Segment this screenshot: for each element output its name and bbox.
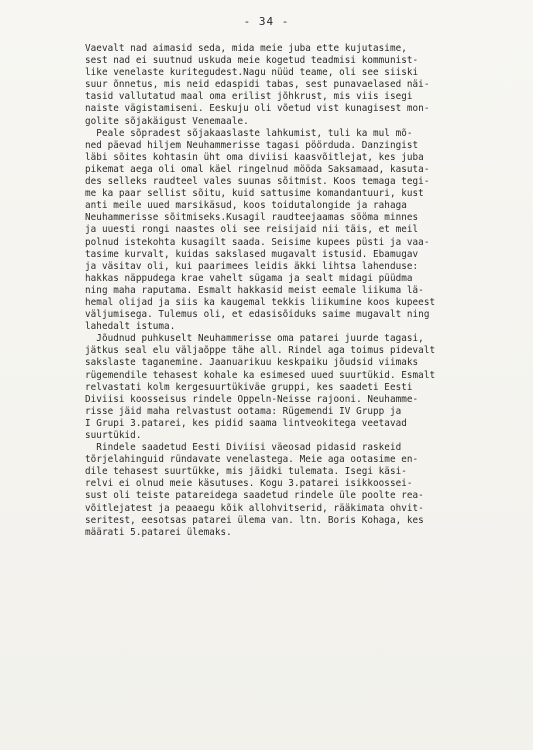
text-line: rügemendile tehasest kohale ka esimesed uued suurtükid. Esmalt xyxy=(85,369,436,381)
text-line: jätkus seal elu väljaõppe tähe all. Rindel aga toimus pidevalt xyxy=(85,345,436,357)
text-line: võitlejatest ja peaaegu kõik allohvitserid, rääkimata ohvit- xyxy=(85,502,424,514)
text-line: tasime kurvalt, kuidas sakslased mugavalt istusid. Ebamugav xyxy=(85,248,419,260)
paragraph xyxy=(85,333,505,442)
text-line: relvi ei olnud meie käsutuses. Kogu 3.patarei isikkoossei- xyxy=(85,478,413,490)
text-line: pikemat aega oli omal käel ringelnud mööda Saksamaad, kasuta- xyxy=(85,163,430,175)
text-line: väljumisega. Tulemus oli, et edasisõiduks saime mugavalt ning xyxy=(85,309,430,321)
text-line: läbi sõites kohtasin üht oma diviisi kaasvõitlejat, kes juba xyxy=(85,151,424,163)
text-line: like venelaste kuritegudest.Nagu nüüd teame, oli see siiski xyxy=(85,67,419,79)
text-line: sust oli teiste patareidega saadetud rindele üle poolte rea- xyxy=(85,490,424,502)
paragraph xyxy=(85,128,505,334)
text-line: ja uuesti rongi naastes oli see reisijaid nii täis, et meil xyxy=(85,224,419,236)
text-line: relvastati kolm kergesuurtükiväe gruppi, kes saadeti Eesti xyxy=(85,381,413,393)
text-line: des selleks raudteel vales suunas sõitmist. Koos temaga tegi- xyxy=(85,176,430,188)
page-number: - 34 - xyxy=(243,15,290,28)
text-line: dile tehasest suurtükke, mis jäidki tulemata. Isegi käsi- xyxy=(85,466,407,478)
text-line: Vaevalt nad aimasid seda, mida meie juba ette kujutasime, xyxy=(85,43,407,54)
body-text xyxy=(85,43,505,539)
text-line: ja väsitav oli, kui paarimees leidis äkki lihtsa lahenduse: xyxy=(85,260,419,272)
text-line: lahedalt istuma. xyxy=(85,321,176,333)
text-line: Rindele saadetud Eesti Diviisi väeosad pidasid raskeid xyxy=(85,442,402,454)
paragraph xyxy=(85,442,505,539)
text-line: määrati 5.patarei ülemaks. xyxy=(85,526,232,538)
text-line: naiste vägistamiseni. Eeskuju oli võetud vist kunagisest mon- xyxy=(85,103,430,115)
text-line: me ka paar sellist sõitu, kuid sattusime komandantuuri, kust xyxy=(85,188,424,200)
text-line: risse jäid maha relvastust ootama: Rügemendi IV Grupp ja xyxy=(85,405,402,417)
paragraph xyxy=(85,43,505,128)
text-line: anti meile uued marsikäsud, koos toidutalongide ja rahaga xyxy=(85,200,407,212)
text-line: tõrjelahinguid ründavate venelastega. Meie aga ootasime en- xyxy=(85,454,419,466)
text-line: polnud istekohta kusagilt saada. Seisime kupees püsti ja vaa- xyxy=(85,236,430,248)
text-line: hemal olijad ja siis ka kaugemal tekkis liikumine koos kupeest xyxy=(85,296,436,308)
text-line: sest nad ei suutnud uskuda meie kogetud teadmisi kommunist- xyxy=(85,55,419,67)
text-line: sakslaste taganemine. Jaanuarikuu keskpaiku jõudsid viimaks xyxy=(85,357,419,369)
text-line: I Grupi 3.patarei, kes pidid saama lintveokitega veetavad xyxy=(85,417,407,429)
text-line: Jõudnud puhkuselt Neuhammerisse oma patarei juurde tagasi, xyxy=(85,333,424,345)
text-line: golite sõjakäigust Venemaale. xyxy=(85,115,249,127)
text-line: tasid vallutatud maal oma erilist jõhkrust, mis viis isegi xyxy=(85,91,413,103)
text-line: suurtükid. xyxy=(85,430,142,441)
text-line: Neuhammerisse sõitmiseks.Kusagil raudteejaamas sööma minnes xyxy=(85,212,419,224)
text-line: seritest, eesotsas patarei ülema van. ltn. Boris Kohaga, kes xyxy=(85,514,424,526)
text-line: ned päevad hiljem Neuhammerisse tagasi pöörduda. Danzingist xyxy=(85,139,419,151)
text-line: Peale sõpradest sõjakaaslaste lahkumist, tuli ka mul mõ- xyxy=(85,127,413,139)
text-line: hakkas näppudega krae vahelt sügama ja sealt midagi püüdma xyxy=(85,272,413,284)
text-line: suur õnnetus, mis neid edaspidi tabas, sest punavaelased näi- xyxy=(85,79,430,91)
text-line: Diviisi koosseisus rindele Oppeln-Neisse rajooni. Neuhamme- xyxy=(85,393,419,405)
text-line: ning maha raputama. Esmalt hakkasid meist eemale liikuma lä- xyxy=(85,284,424,296)
